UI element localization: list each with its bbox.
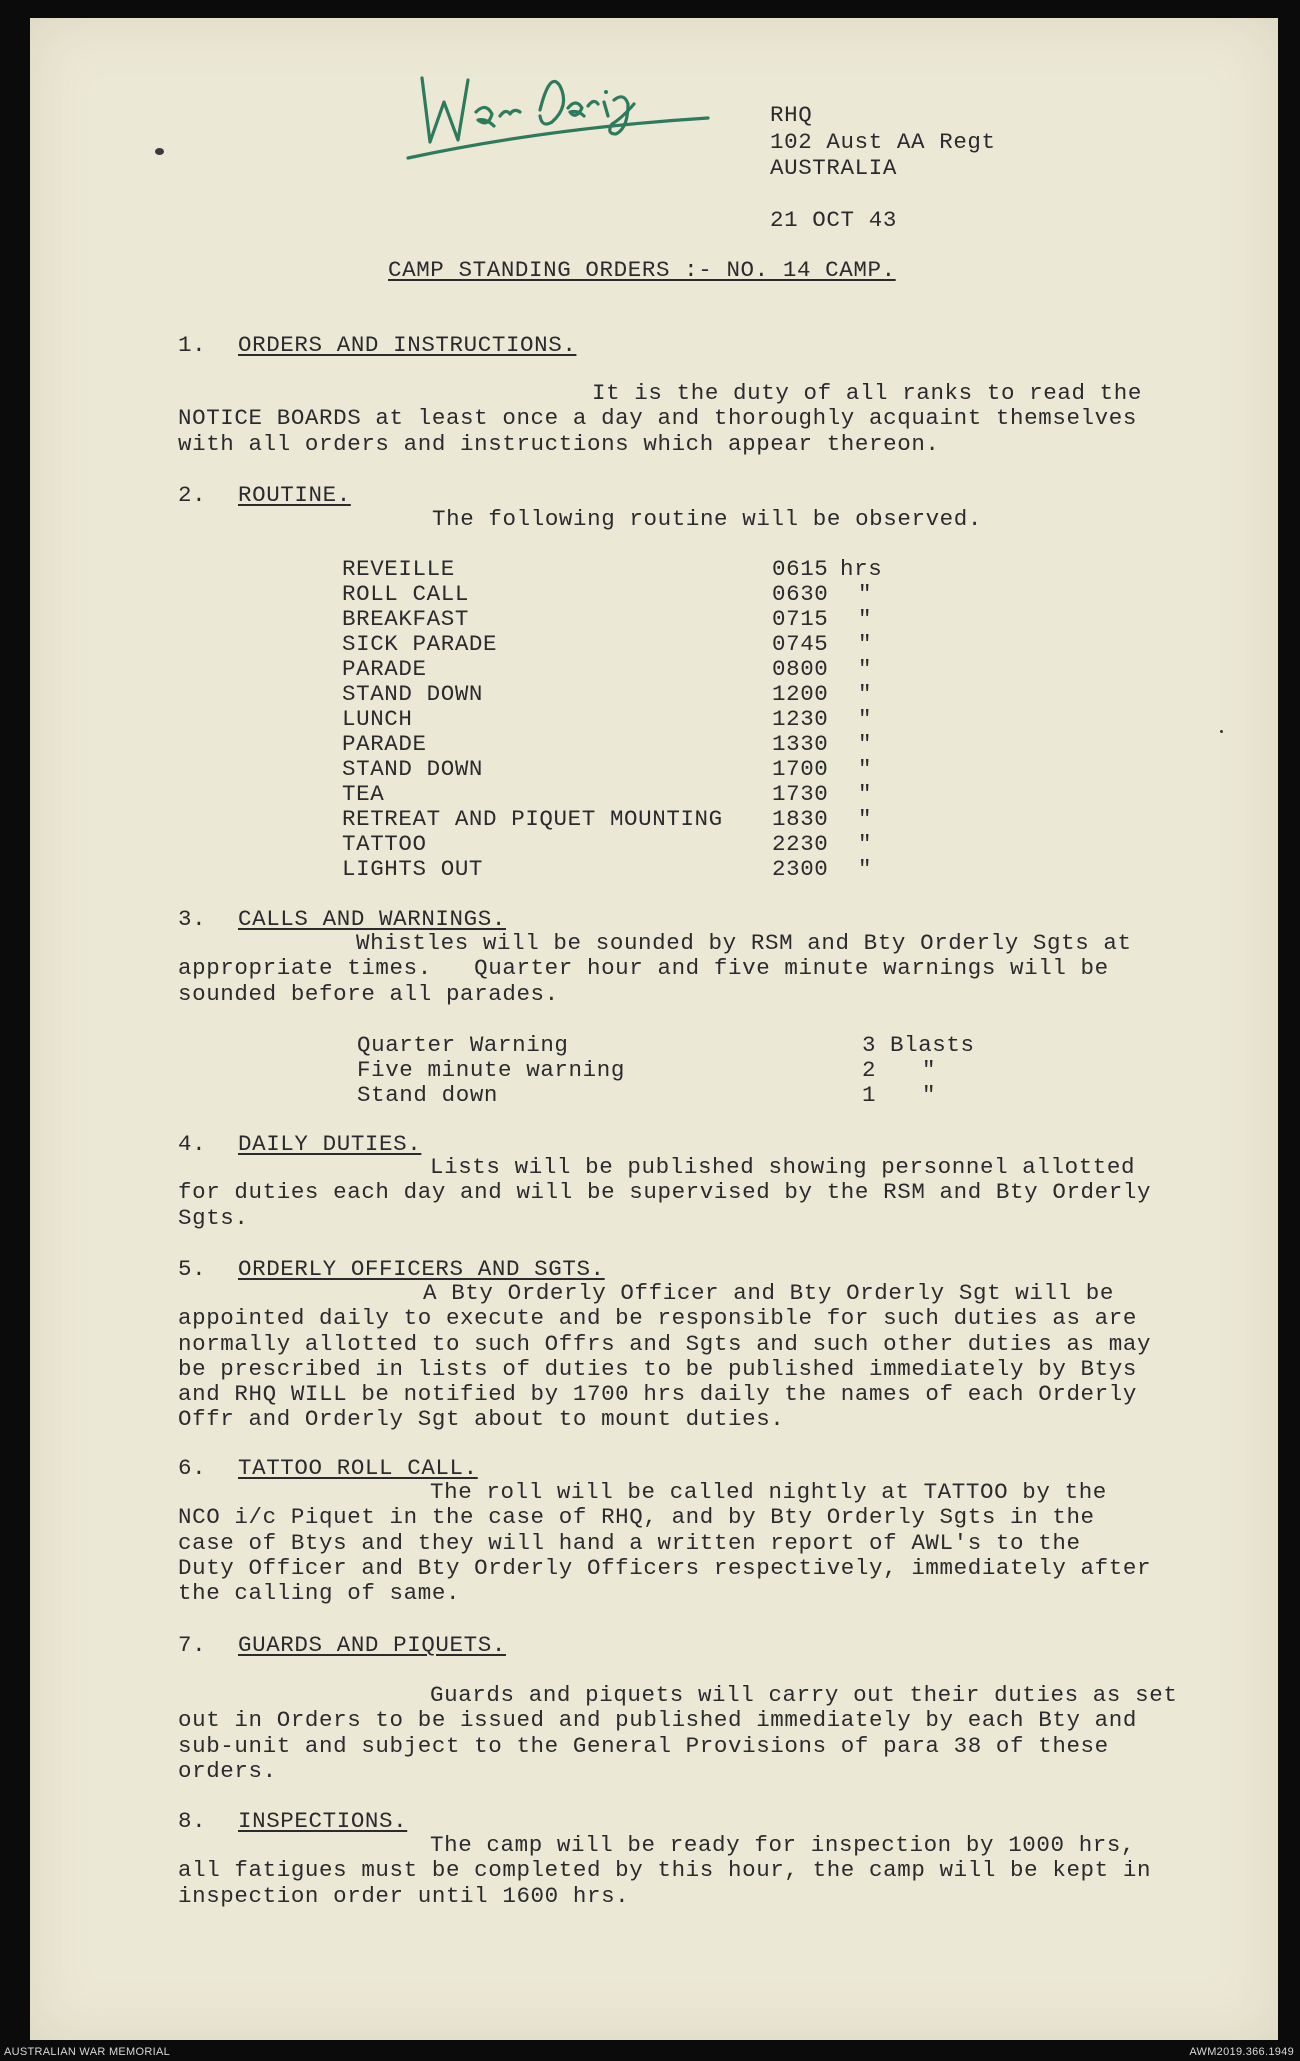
paragraph-line: NOTICE BOARDS at least once a day and thoroughly acquaint themselves [178,405,1137,432]
section-number: 7. [178,1632,207,1658]
signal-unit: Blasts [890,1032,975,1058]
paragraph-line: Offr and Orderly Sgt about to mount duties. [178,1406,785,1433]
routine-time: 1200 [772,681,829,707]
paragraph-line: normally allotted to such Offrs and Sgts and such other duties as may [178,1330,1152,1357]
routine-event: TEA [342,781,385,807]
paragraph-line: It is the duty of all ranks to read the [592,380,1142,406]
routine-event: PARADE [342,656,427,682]
routine-time: 0630 [772,581,829,607]
routine-event: ROLL CALL [342,581,469,607]
section-heading: CALLS AND WARNINGS. [238,906,506,932]
routine-event: LIGHTS OUT [342,856,484,882]
signal-count: 1 [862,1082,877,1108]
routine-event: RETREAT AND PIQUET MOUNTING [342,806,723,832]
routine-unit: " [858,606,873,632]
signal-label: Stand down [357,1082,499,1108]
section-heading: TATTOO ROLL CALL. [238,1455,478,1481]
header-country: AUSTRALIA [770,155,897,181]
section-heading: ORDERLY OFFICERS AND SGTS. [238,1256,605,1282]
paragraph-line: and RHQ WILL be notified by 1700 hrs daily the names of each Orderly [178,1381,1137,1408]
paragraph-line: appointed daily to execute and be responsible for such duties as are [178,1305,1137,1332]
routine-unit: " [858,831,873,857]
signal-count: 3 [862,1032,877,1058]
routine-event: SICK PARADE [342,631,498,657]
paragraph-line: with all orders and instructions which appear thereon. [178,430,940,457]
signal-unit: " [922,1057,937,1083]
header-unit: RHQ [770,102,813,128]
routine-event: REVEILLE [342,556,455,582]
signal-label: Five minute warning [357,1057,625,1083]
paragraph-line: sounded before all parades. [178,980,559,1007]
paragraph-line: Guards and piquets will carry out their duties as set [430,1682,1178,1708]
routine-time: 0745 [772,631,829,657]
section-8-body [178,1833,1151,1909]
paper-speck [155,148,164,155]
routine-time: 2300 [772,856,829,882]
routine-event: BREAKFAST [342,606,469,632]
signal-label: Quarter Warning [357,1032,569,1058]
routine-time: 1330 [772,731,829,757]
section-heading: ORDERS AND INSTRUCTIONS. [238,332,577,358]
routine-time: 1700 [772,756,829,782]
header-date: 21 OCT 43 [770,207,897,233]
paper-speck [1220,730,1223,733]
paragraph-line: all fatigues must be completed by this hour, the camp will be kept in [178,1857,1152,1884]
paragraph-line: out in Orders to be issued and published immediately by each Bty and [178,1707,1137,1734]
section-number: 3. [178,906,207,932]
routine-event: TATTOO [342,831,427,857]
section-1-body [178,381,1142,457]
paragraph-line: Duty Officer and Bty Orderly Officers respectively, immediately after [178,1554,1152,1581]
section-5-body [178,1281,1151,1433]
routine-time: 1730 [772,781,829,807]
paragraph-line: A Bty Orderly Officer and Bty Orderly Sgt will be [423,1280,1115,1306]
routine-unit: " [858,756,873,782]
section-6-body [178,1480,1151,1606]
section-3-body [178,931,1132,1007]
paragraph-line: inspection order until 1600 hrs. [178,1882,630,1909]
routine-time: 2230 [772,831,829,857]
section-heading: GUARDS AND PIQUETS. [238,1632,506,1658]
signal-count: 2 [862,1057,877,1083]
routine-unit: " [858,781,873,807]
section-4-body [178,1155,1151,1231]
routine-unit: " [858,581,873,607]
routine-unit: " [858,706,873,732]
paragraph-line: sub-unit and subject to the General Provisions of para 38 of these [178,1732,1109,1759]
section-number: 6. [178,1455,207,1481]
section-number: 1. [178,332,207,358]
section-heading: INSPECTIONS. [238,1808,408,1834]
footer-institution: AUSTRALIAN WAR MEMORIAL [4,2046,171,2058]
section-7-body [178,1683,1177,1784]
routine-time: 0715 [772,606,829,632]
section-number: 2. [178,482,207,508]
page-title: CAMP STANDING ORDERS :- NO. 14 CAMP. [388,257,896,283]
paragraph-line: the calling of same. [178,1580,461,1607]
routine-unit: hrs [840,556,883,582]
routine-event: PARADE [342,731,427,757]
paragraph-line: The roll will be called nightly at TATTOO by the [430,1479,1107,1505]
paragraph-line: Lists will be published showing personnel allotted [430,1154,1136,1180]
routine-unit: " [858,856,873,882]
routine-time: 0800 [772,656,829,682]
handwritten-war-diary-annotation [400,50,730,170]
section-number: 8. [178,1808,207,1834]
routine-unit: " [858,656,873,682]
paragraph-line: case of Btys and they will hand a written report of AWL's to the [178,1529,1081,1556]
routine-time: 1830 [772,806,829,832]
paragraph-line: Sgts. [178,1204,249,1231]
section-heading: DAILY DUTIES. [238,1131,422,1157]
routine-unit: " [858,681,873,707]
routine-time: 0615 [772,556,829,582]
paragraph-line: orders. [178,1757,277,1784]
header-regiment: 102 Aust AA Regt [770,129,996,155]
routine-event: LUNCH [342,706,413,732]
section-number: 5. [178,1256,207,1282]
section-intro: The following routine will be observed. [432,506,982,532]
paragraph-line: The camp will be ready for inspection by 1000 hrs, [430,1832,1136,1858]
section-heading: ROUTINE. [238,482,351,508]
routine-unit: " [858,731,873,757]
section-number: 4. [178,1131,207,1157]
paragraph-line: for duties each day and will be supervised by the RSM and Bty Orderly [178,1179,1152,1206]
paragraph-line: be prescribed in lists of duties to be published immediately by Btys [178,1355,1137,1382]
routine-time: 1230 [772,706,829,732]
paragraph-line: appropriate times. Quarter hour and five minute warnings will be [178,955,1109,982]
signal-unit: " [922,1082,937,1108]
routine-unit: " [858,806,873,832]
footer-accession-number: AWM2019.366.1949 [1189,2046,1294,2058]
routine-unit: " [858,631,873,657]
paragraph-line: Whistles will be sounded by RSM and Bty Orderly Sgts at [356,930,1132,956]
routine-event: STAND DOWN [342,681,484,707]
paragraph-line: NCO i/c Piquet in the case of RHQ, and by Bty Orderly Sgts in the [178,1504,1095,1531]
routine-event: STAND DOWN [342,756,484,782]
